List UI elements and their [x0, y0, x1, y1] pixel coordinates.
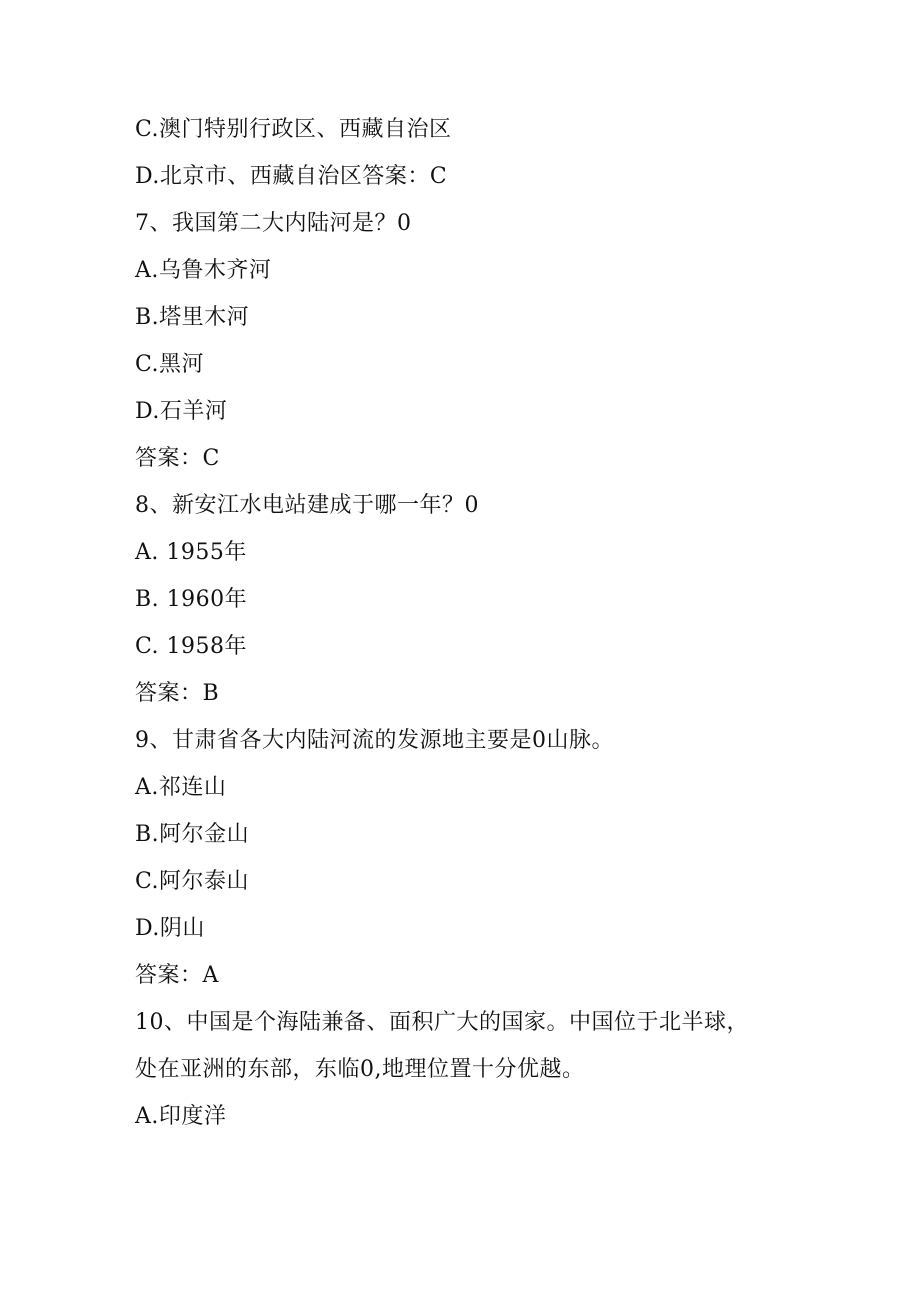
option-line: A.乌鲁木齐河 [135, 258, 272, 283]
question-9: 9、甘肃省各大内陆河流的发源地主要是0山脉。 [135, 728, 614, 753]
question-10-continued: 处在亚洲的东部，东临0,地理位置十分优越。 [135, 1057, 585, 1082]
option-line: C. 1958年 [135, 634, 248, 659]
option-line: C.澳门特别行政区、西藏自治区 [135, 117, 452, 142]
option-line: C.黑河 [135, 352, 205, 377]
question-10: 10、中国是个海陆兼备、面积广大的国家。中国位于北半球， [135, 1010, 749, 1035]
option-answer-line: D.北京市、西藏自治区答案：C [135, 164, 448, 189]
option-line: B.塔里木河 [135, 305, 250, 330]
option-line: A.祁连山 [135, 775, 227, 800]
option-line: C.阿尔泰山 [135, 869, 250, 894]
option-line: A.印度洋 [135, 1104, 227, 1129]
question-7: 7、我国第二大内陆河是？0 [135, 211, 412, 236]
option-line: B.阿尔金山 [135, 822, 250, 847]
option-line: D.阴山 [135, 916, 205, 941]
option-line: D.石羊河 [135, 399, 228, 424]
answer-line: 答案：A [135, 963, 219, 988]
option-line: B. 1960年 [135, 587, 248, 612]
option-line: A. 1955年 [135, 540, 247, 565]
answer-line: 答案：C [135, 446, 220, 471]
answer-line: 答案：B [135, 681, 220, 706]
document-body [135, 113, 795, 1147]
question-8: 8、新安江水电站建成于哪一年？0 [135, 493, 479, 518]
